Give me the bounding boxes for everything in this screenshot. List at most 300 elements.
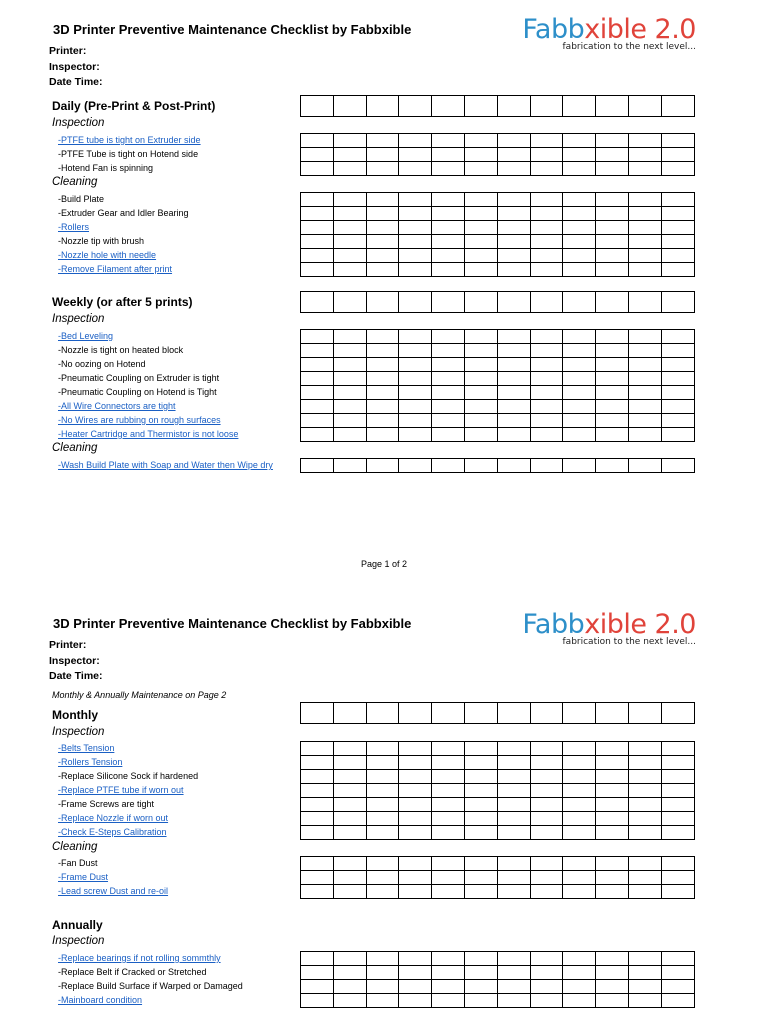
check-cell[interactable] (497, 330, 530, 344)
check-cell[interactable] (333, 703, 366, 724)
check-cell[interactable] (596, 358, 629, 372)
check-cell[interactable] (464, 263, 497, 277)
check-cell[interactable] (497, 428, 530, 442)
check-cell[interactable] (464, 344, 497, 358)
check-cell[interactable] (661, 148, 694, 162)
check-cell[interactable] (399, 249, 432, 263)
check-cell[interactable] (563, 386, 596, 400)
check-cell[interactable] (596, 148, 629, 162)
check-cell[interactable] (399, 871, 432, 885)
check-cell[interactable] (399, 221, 432, 235)
checklist-item[interactable]: -Bed Leveling (58, 331, 114, 341)
weekly-inspection-grid[interactable] (300, 329, 695, 442)
check-cell[interactable] (366, 221, 399, 235)
check-cell[interactable] (333, 885, 366, 899)
check-cell[interactable] (432, 193, 465, 207)
check-cell[interactable] (301, 96, 334, 117)
check-cell[interactable] (628, 966, 661, 980)
check-cell[interactable] (530, 428, 563, 442)
check-cell[interactable] (530, 221, 563, 235)
check-cell[interactable] (661, 358, 694, 372)
check-cell[interactable] (628, 134, 661, 148)
check-cell[interactable] (333, 235, 366, 249)
check-cell[interactable] (563, 703, 596, 724)
check-cell[interactable] (399, 756, 432, 770)
check-cell[interactable] (464, 330, 497, 344)
check-cell[interactable] (366, 885, 399, 899)
check-cell[interactable] (432, 134, 465, 148)
check-cell[interactable] (596, 980, 629, 994)
check-cell[interactable] (432, 994, 465, 1008)
check-cell[interactable] (399, 770, 432, 784)
check-cell[interactable] (596, 414, 629, 428)
check-cell[interactable] (563, 292, 596, 313)
check-cell[interactable] (301, 386, 334, 400)
check-cell[interactable] (563, 207, 596, 221)
check-cell[interactable] (563, 372, 596, 386)
check-cell[interactable] (596, 428, 629, 442)
check-cell[interactable] (530, 207, 563, 221)
check-cell[interactable] (497, 148, 530, 162)
check-cell[interactable] (628, 235, 661, 249)
check-cell[interactable] (563, 344, 596, 358)
check-cell[interactable] (333, 263, 366, 277)
check-cell[interactable] (530, 742, 563, 756)
check-cell[interactable] (563, 742, 596, 756)
check-cell[interactable] (366, 414, 399, 428)
checklist-item[interactable]: -Wash Build Plate with Soap and Water then Wipe dry (58, 460, 273, 470)
check-cell[interactable] (563, 263, 596, 277)
check-cell[interactable] (596, 770, 629, 784)
check-cell[interactable] (432, 330, 465, 344)
check-cell[interactable] (432, 703, 465, 724)
check-cell[interactable] (497, 812, 530, 826)
check-cell[interactable] (366, 263, 399, 277)
check-cell[interactable] (497, 193, 530, 207)
check-cell[interactable] (563, 459, 596, 473)
check-cell[interactable] (563, 221, 596, 235)
check-cell[interactable] (301, 207, 334, 221)
check-cell[interactable] (333, 994, 366, 1008)
monthly-cleaning-grid[interactable] (300, 856, 695, 899)
check-cell[interactable] (661, 235, 694, 249)
check-cell[interactable] (628, 770, 661, 784)
check-cell[interactable] (596, 812, 629, 826)
check-cell[interactable] (628, 812, 661, 826)
check-cell[interactable] (628, 980, 661, 994)
check-cell[interactable] (301, 221, 334, 235)
check-cell[interactable] (628, 798, 661, 812)
check-cell[interactable] (563, 885, 596, 899)
check-cell[interactable] (366, 980, 399, 994)
checklist-item[interactable]: -Mainboard condition (58, 995, 143, 1005)
check-cell[interactable] (301, 358, 334, 372)
check-cell[interactable] (628, 742, 661, 756)
monthly-header-grid[interactable] (300, 702, 695, 724)
check-cell[interactable] (399, 812, 432, 826)
check-cell[interactable] (432, 358, 465, 372)
check-cell[interactable] (661, 952, 694, 966)
check-cell[interactable] (366, 826, 399, 840)
check-cell[interactable] (432, 96, 465, 117)
check-cell[interactable] (333, 857, 366, 871)
check-cell[interactable] (399, 826, 432, 840)
check-cell[interactable] (301, 798, 334, 812)
check-cell[interactable] (497, 826, 530, 840)
check-cell[interactable] (497, 235, 530, 249)
check-cell[interactable] (399, 980, 432, 994)
check-cell[interactable] (366, 386, 399, 400)
check-cell[interactable] (497, 756, 530, 770)
check-cell[interactable] (399, 358, 432, 372)
check-cell[interactable] (333, 372, 366, 386)
check-cell[interactable] (333, 386, 366, 400)
check-cell[interactable] (366, 812, 399, 826)
check-cell[interactable] (661, 784, 694, 798)
check-cell[interactable] (432, 235, 465, 249)
check-cell[interactable] (432, 812, 465, 826)
checklist-item[interactable]: -PTFE tube is tight on Extruder side (58, 135, 201, 145)
check-cell[interactable] (366, 134, 399, 148)
check-cell[interactable] (661, 826, 694, 840)
check-cell[interactable] (661, 756, 694, 770)
check-cell[interactable] (399, 235, 432, 249)
check-cell[interactable] (530, 358, 563, 372)
check-cell[interactable] (464, 885, 497, 899)
check-cell[interactable] (628, 414, 661, 428)
check-cell[interactable] (366, 784, 399, 798)
check-cell[interactable] (661, 221, 694, 235)
check-cell[interactable] (333, 96, 366, 117)
check-cell[interactable] (399, 885, 432, 899)
checklist-item[interactable]: -Belts Tension (58, 743, 115, 753)
check-cell[interactable] (563, 857, 596, 871)
check-cell[interactable] (366, 292, 399, 313)
check-cell[interactable] (596, 207, 629, 221)
check-cell[interactable] (464, 742, 497, 756)
check-cell[interactable] (366, 358, 399, 372)
check-cell[interactable] (301, 400, 334, 414)
check-cell[interactable] (530, 263, 563, 277)
check-cell[interactable] (596, 857, 629, 871)
check-cell[interactable] (497, 207, 530, 221)
check-cell[interactable] (563, 148, 596, 162)
check-cell[interactable] (563, 826, 596, 840)
check-cell[interactable] (497, 966, 530, 980)
check-cell[interactable] (563, 358, 596, 372)
check-cell[interactable] (366, 96, 399, 117)
check-cell[interactable] (301, 966, 334, 980)
check-cell[interactable] (596, 330, 629, 344)
check-cell[interactable] (366, 344, 399, 358)
check-cell[interactable] (530, 812, 563, 826)
check-cell[interactable] (530, 885, 563, 899)
check-cell[interactable] (464, 414, 497, 428)
check-cell[interactable] (333, 292, 366, 313)
check-cell[interactable] (464, 386, 497, 400)
check-cell[interactable] (628, 857, 661, 871)
daily-cleaning-grid[interactable] (300, 192, 695, 277)
check-cell[interactable] (497, 798, 530, 812)
check-cell[interactable] (497, 980, 530, 994)
check-cell[interactable] (399, 784, 432, 798)
check-cell[interactable] (333, 400, 366, 414)
check-cell[interactable] (432, 770, 465, 784)
check-cell[interactable] (497, 952, 530, 966)
check-cell[interactable] (399, 952, 432, 966)
check-cell[interactable] (497, 885, 530, 899)
check-cell[interactable] (563, 193, 596, 207)
check-cell[interactable] (628, 952, 661, 966)
check-cell[interactable] (464, 756, 497, 770)
check-cell[interactable] (628, 372, 661, 386)
check-cell[interactable] (661, 400, 694, 414)
check-cell[interactable] (563, 952, 596, 966)
check-cell[interactable] (464, 235, 497, 249)
check-cell[interactable] (661, 871, 694, 885)
check-cell[interactable] (399, 330, 432, 344)
check-cell[interactable] (563, 162, 596, 176)
check-cell[interactable] (366, 459, 399, 473)
check-cell[interactable] (661, 414, 694, 428)
check-cell[interactable] (530, 857, 563, 871)
check-cell[interactable] (333, 966, 366, 980)
check-cell[interactable] (628, 703, 661, 724)
check-cell[interactable] (530, 770, 563, 784)
check-cell[interactable] (661, 459, 694, 473)
checklist-item[interactable]: -Replace Nozzle if worn out (58, 813, 169, 823)
check-cell[interactable] (530, 148, 563, 162)
check-cell[interactable] (301, 235, 334, 249)
check-cell[interactable] (366, 871, 399, 885)
check-cell[interactable] (432, 162, 465, 176)
check-cell[interactable] (628, 193, 661, 207)
check-cell[interactable] (596, 459, 629, 473)
check-cell[interactable] (333, 952, 366, 966)
check-cell[interactable] (366, 742, 399, 756)
check-cell[interactable] (366, 703, 399, 724)
check-cell[interactable] (399, 386, 432, 400)
check-cell[interactable] (661, 292, 694, 313)
weekly-cleaning-grid[interactable] (300, 458, 695, 473)
check-cell[interactable] (530, 756, 563, 770)
check-cell[interactable] (301, 812, 334, 826)
check-cell[interactable] (301, 459, 334, 473)
check-cell[interactable] (366, 330, 399, 344)
check-cell[interactable] (661, 966, 694, 980)
check-cell[interactable] (333, 428, 366, 442)
check-cell[interactable] (661, 134, 694, 148)
check-cell[interactable] (366, 798, 399, 812)
check-cell[interactable] (333, 330, 366, 344)
check-cell[interactable] (628, 344, 661, 358)
annually-inspection-grid[interactable] (300, 951, 695, 1008)
check-cell[interactable] (399, 134, 432, 148)
check-cell[interactable] (301, 742, 334, 756)
monthly-inspection-grid[interactable] (300, 741, 695, 840)
check-cell[interactable] (596, 249, 629, 263)
check-cell[interactable] (432, 386, 465, 400)
check-cell[interactable] (497, 414, 530, 428)
check-cell[interactable] (366, 994, 399, 1008)
check-cell[interactable] (432, 885, 465, 899)
check-cell[interactable] (661, 885, 694, 899)
check-cell[interactable] (497, 372, 530, 386)
check-cell[interactable] (628, 400, 661, 414)
check-cell[interactable] (563, 249, 596, 263)
check-cell[interactable] (432, 966, 465, 980)
check-cell[interactable] (661, 162, 694, 176)
check-cell[interactable] (596, 871, 629, 885)
check-cell[interactable] (301, 857, 334, 871)
check-cell[interactable] (464, 871, 497, 885)
check-cell[interactable] (530, 798, 563, 812)
check-cell[interactable] (596, 162, 629, 176)
check-cell[interactable] (333, 756, 366, 770)
check-cell[interactable] (497, 263, 530, 277)
check-cell[interactable] (301, 330, 334, 344)
checklist-item[interactable]: -Rollers (58, 222, 90, 232)
check-cell[interactable] (333, 459, 366, 473)
weekly-header-grid[interactable] (300, 291, 695, 313)
check-cell[interactable] (301, 372, 334, 386)
check-cell[interactable] (399, 966, 432, 980)
check-cell[interactable] (333, 344, 366, 358)
check-cell[interactable] (497, 770, 530, 784)
check-cell[interactable] (497, 162, 530, 176)
check-cell[interactable] (464, 428, 497, 442)
check-cell[interactable] (333, 358, 366, 372)
check-cell[interactable] (563, 994, 596, 1008)
check-cell[interactable] (366, 372, 399, 386)
check-cell[interactable] (432, 459, 465, 473)
check-cell[interactable] (530, 994, 563, 1008)
check-cell[interactable] (497, 459, 530, 473)
check-cell[interactable] (464, 966, 497, 980)
check-cell[interactable] (563, 96, 596, 117)
check-cell[interactable] (563, 980, 596, 994)
checklist-item[interactable]: -No Wires are rubbing on rough surfaces (58, 415, 221, 425)
check-cell[interactable] (432, 784, 465, 798)
check-cell[interactable] (432, 249, 465, 263)
check-cell[interactable] (399, 344, 432, 358)
check-cell[interactable] (628, 358, 661, 372)
check-cell[interactable] (563, 871, 596, 885)
check-cell[interactable] (530, 235, 563, 249)
check-cell[interactable] (399, 372, 432, 386)
check-cell[interactable] (628, 162, 661, 176)
check-cell[interactable] (596, 703, 629, 724)
check-cell[interactable] (530, 703, 563, 724)
check-cell[interactable] (497, 386, 530, 400)
check-cell[interactable] (301, 826, 334, 840)
check-cell[interactable] (333, 162, 366, 176)
check-cell[interactable] (366, 249, 399, 263)
check-cell[interactable] (432, 871, 465, 885)
check-cell[interactable] (464, 162, 497, 176)
check-cell[interactable] (530, 414, 563, 428)
check-cell[interactable] (596, 292, 629, 313)
check-cell[interactable] (464, 798, 497, 812)
check-cell[interactable] (661, 344, 694, 358)
check-cell[interactable] (432, 221, 465, 235)
check-cell[interactable] (628, 148, 661, 162)
check-cell[interactable] (661, 742, 694, 756)
check-cell[interactable] (563, 770, 596, 784)
check-cell[interactable] (432, 756, 465, 770)
check-cell[interactable] (399, 414, 432, 428)
check-cell[interactable] (563, 966, 596, 980)
checklist-item[interactable]: -Lead screw Dust and re-oil (58, 886, 169, 896)
check-cell[interactable] (432, 148, 465, 162)
check-cell[interactable] (628, 826, 661, 840)
check-cell[interactable] (301, 428, 334, 442)
check-cell[interactable] (497, 742, 530, 756)
check-cell[interactable] (596, 386, 629, 400)
check-cell[interactable] (563, 784, 596, 798)
checklist-item[interactable]: -Heater Cartridge and Thermistor is not loose (58, 429, 239, 439)
check-cell[interactable] (563, 798, 596, 812)
check-cell[interactable] (661, 980, 694, 994)
check-cell[interactable] (661, 798, 694, 812)
check-cell[interactable] (530, 249, 563, 263)
check-cell[interactable] (464, 826, 497, 840)
check-cell[interactable] (333, 207, 366, 221)
check-cell[interactable] (497, 292, 530, 313)
check-cell[interactable] (596, 784, 629, 798)
check-cell[interactable] (497, 857, 530, 871)
check-cell[interactable] (596, 952, 629, 966)
check-cell[interactable] (628, 784, 661, 798)
check-cell[interactable] (399, 193, 432, 207)
check-cell[interactable] (661, 330, 694, 344)
check-cell[interactable] (432, 292, 465, 313)
check-cell[interactable] (628, 330, 661, 344)
check-cell[interactable] (464, 812, 497, 826)
check-cell[interactable] (399, 459, 432, 473)
check-cell[interactable] (628, 249, 661, 263)
check-cell[interactable] (333, 980, 366, 994)
check-cell[interactable] (432, 952, 465, 966)
check-cell[interactable] (661, 96, 694, 117)
check-cell[interactable] (301, 784, 334, 798)
check-cell[interactable] (596, 96, 629, 117)
check-cell[interactable] (661, 372, 694, 386)
check-cell[interactable] (464, 148, 497, 162)
check-cell[interactable] (301, 994, 334, 1008)
check-cell[interactable] (661, 263, 694, 277)
check-cell[interactable] (301, 162, 334, 176)
check-cell[interactable] (628, 871, 661, 885)
check-cell[interactable] (530, 871, 563, 885)
check-cell[interactable] (497, 400, 530, 414)
check-cell[interactable] (497, 784, 530, 798)
check-cell[interactable] (301, 134, 334, 148)
check-cell[interactable] (399, 263, 432, 277)
check-cell[interactable] (464, 770, 497, 784)
check-cell[interactable] (661, 994, 694, 1008)
check-cell[interactable] (563, 428, 596, 442)
check-cell[interactable] (596, 826, 629, 840)
check-cell[interactable] (399, 798, 432, 812)
check-cell[interactable] (301, 871, 334, 885)
checklist-item[interactable]: -Replace bearings if not rolling sommthly (58, 953, 221, 963)
check-cell[interactable] (530, 980, 563, 994)
check-cell[interactable] (464, 459, 497, 473)
check-cell[interactable] (530, 459, 563, 473)
check-cell[interactable] (464, 994, 497, 1008)
check-cell[interactable] (301, 770, 334, 784)
